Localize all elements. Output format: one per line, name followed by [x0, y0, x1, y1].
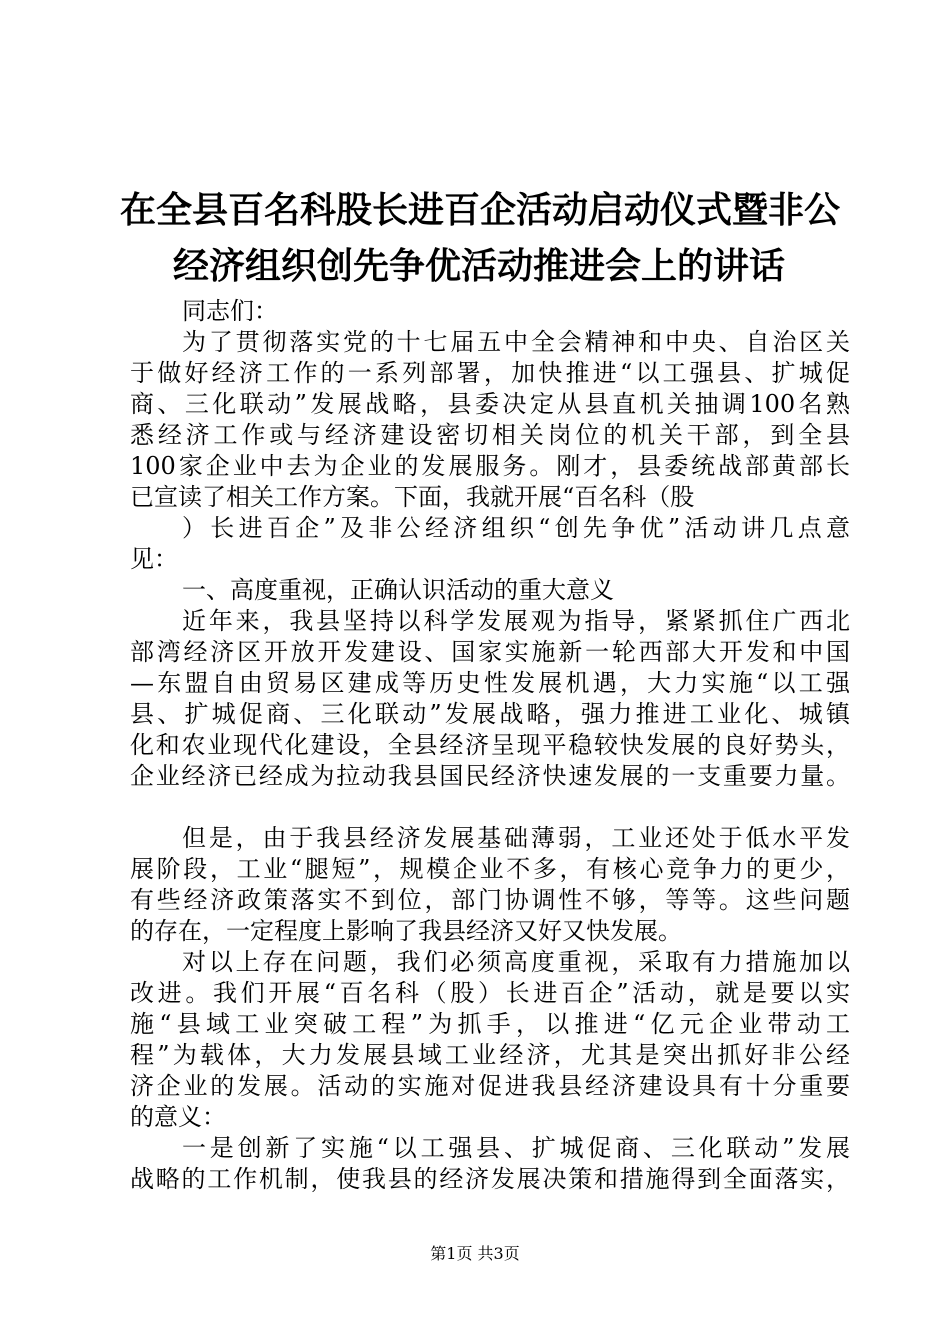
paragraph-line: 近年来，我县坚持以科学发展观为指导，紧紧抓住广西北 — [182, 607, 850, 635]
paragraph-line: 对以上存在问题，我们必须高度重视，采取有力措施加以 — [182, 948, 850, 976]
paragraph-line: 施“县域工业突破工程”为抓手，以推进“亿元企业带动工 — [130, 1010, 850, 1038]
paragraph-line: 改进。我们开展“百名科（股）长进百企”活动，就是要以实 — [130, 979, 850, 1007]
paragraph-line: 部湾经济区开放开发建设、国家实施新一轮西部大开发和中国 — [130, 638, 850, 666]
paragraph-line: 县、扩城促商、三化联动”发展战略，强力推进工业化、城镇 — [130, 700, 850, 728]
paragraph-line: 100家企业中去为企业的发展服务。刚才，县委统战部黄部长 — [130, 452, 850, 480]
paragraph-line: 于做好经济工作的一系列部署，加快推进“以工强县、扩城促 — [130, 359, 850, 387]
paragraph-line: 商、三化联动”发展战略，县委决定从县直机关抽调100名熟 — [130, 390, 850, 418]
paragraph-line: 悉经济工作或与经济建设密切相关岗位的机关干部，到全县 — [130, 421, 850, 449]
document-title-line-1: 在全县百名科股长进百企活动启动仪式暨非公 — [120, 189, 841, 231]
paragraph-line: 化和农业现代化建设，全县经济呈现平稳较快发展的良好势头， — [130, 731, 850, 759]
paragraph-gap — [130, 792, 850, 823]
document-title-line-2: 经济组织创先争优活动推进会上的讲话 — [172, 245, 785, 287]
salutation: 同志们： — [182, 297, 278, 325]
paragraph-line: 已宣读了相关工作方案。下面，我就开展“百名科（股 — [130, 483, 695, 511]
paragraph-line: 一是创新了实施“以工强县、扩城促商、三化联动”发展 — [182, 1134, 850, 1162]
page-number-footer: 第1页 共3页 — [430, 1244, 520, 1263]
paragraph-line: 程”为载体，大力发展县域工业经济，尤其是突出抓好非公经 — [130, 1041, 850, 1069]
paragraph-line: —东盟自由贸易区建成等历史性发展机遇，大力实施“以工强 — [130, 669, 850, 697]
paragraph-line: 为了贯彻落实党的十七届五中全会精神和中央、自治区关 — [182, 328, 850, 356]
paragraph-line: ）长进百企”及非公经济组织“创先争优”活动讲几点意 — [182, 514, 850, 542]
section-heading: 一、高度重视，正确认识活动的重大意义 — [182, 576, 614, 604]
paragraph-line: 的存在，一定程度上影响了我县经济又好又快发展。 — [130, 917, 682, 945]
paragraph-line: 战略的工作机制，使我县的经济发展决策和措施得到全面落实， — [130, 1165, 850, 1193]
document-body — [130, 296, 850, 1195]
paragraph-line: 济企业的发展。活动的实施对促进我县经济建设具有十分重要 — [130, 1072, 850, 1100]
paragraph-line: 展阶段，工业“腿短”，规模企业不多，有核心竞争力的更少， — [130, 855, 850, 883]
paragraph-line: 见： — [130, 545, 178, 573]
paragraph-line: 有些经济政策落实不到位，部门协调性不够，等等。这些问题 — [130, 886, 850, 914]
paragraph-line: 但是，由于我县经济发展基础薄弱，工业还处于低水平发 — [182, 824, 850, 852]
paragraph-line: 的意义： — [130, 1103, 226, 1131]
paragraph-line: 企业经济已经成为拉动我县国民经济快速发展的一支重要力量。 — [130, 762, 850, 790]
